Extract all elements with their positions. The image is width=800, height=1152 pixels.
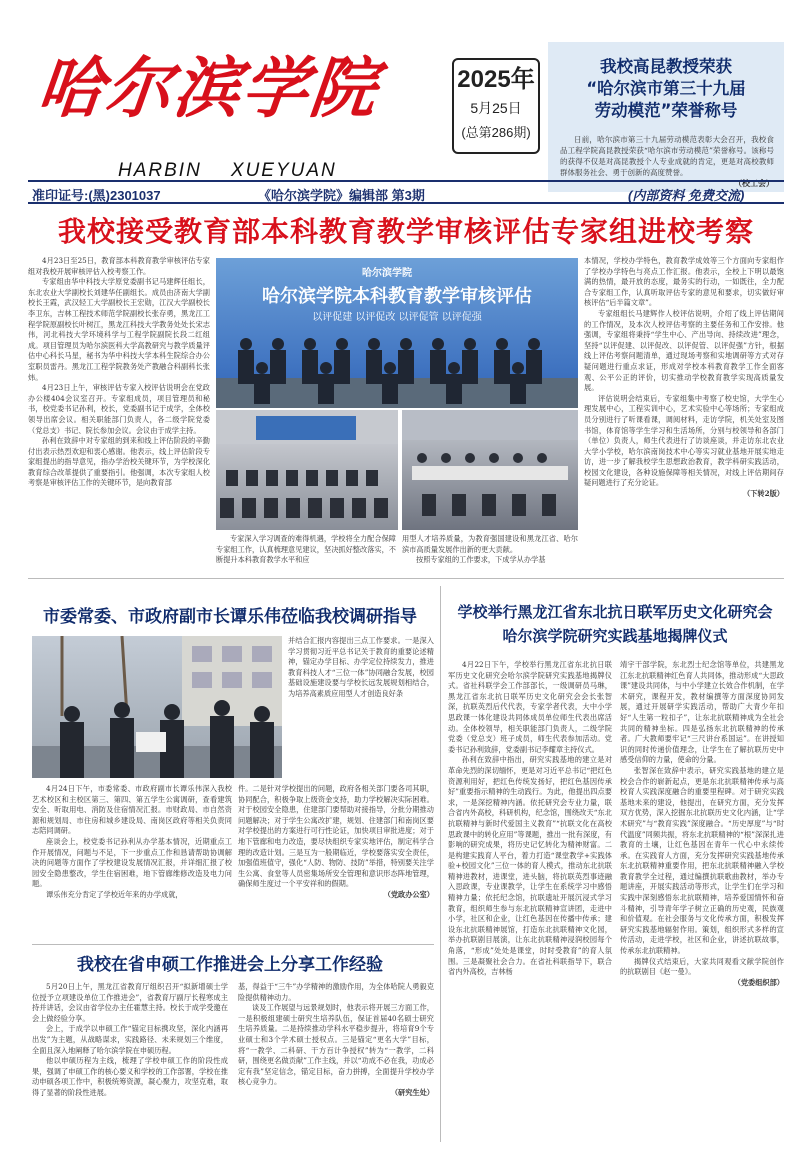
date-year: 2025年: [457, 66, 535, 93]
top-news-title-line3: 劳动模范”荣誉称号: [594, 101, 738, 120]
photo-inspection-shapes: [32, 636, 282, 778]
article4-title-line1: 学校举行黑龙江省东北抗日联军历史文化研究会: [457, 603, 773, 621]
top-news-box: [548, 42, 784, 192]
top-news-body: 日前，哈尔滨市第三十九届劳动模范表彰大会召开，我校食品工程学院高昆教授荣获“哈尔滨市劳动模范”荣誉称号。该称号的获得不仅是对高昆教授个人专业成就的肯定，更是对高校教师群体服务社会、勇于创新的高度赞誉。 （校工会）: [560, 135, 774, 188]
masthead-pinyin: HARBIN XUEYUAN: [118, 160, 337, 181]
article1-col3: 用型人才培养质量，为教育强国建设和黑龙江省、哈尔滨市高质量发展作出新的更大贡献。 按照专家组的工作要求，下成学从办学基: [402, 534, 578, 564]
article1-col1: 4月23日至25日，教育部本科教育教学审核评估专家组对我校开展审核评估入校考察工作。 专家组由华中科技大学原党委副书记马建辉任组长，东北农业大学副校长刘建华任副组长。成员由济南大学副校长王霞，武汉轻工大学副校长王宏勋，江汉大学副校长李卫东，吉林工程技术师范学院副校长张存勇，黑龙江工程学院原副校长叶树江，黑龙江科技大学教务处处长宋志伟，河北科技大学环境科学与工程学院副院长段二红组成。项目管理员为哈尔滨医科大学高教研究与教学质量评估中心科长马星，秘书为华中科技大学本科生院综合办公室职员雷丹。黑龙江工程学院教务处产教融合科副科长张炜。 4月23日上午，审核评估专家入校评估说明会在党政办公楼404会议室召开。专家组成员，项目管理员和秘书，校党委书记孙利，校长，党委副书记于成学，全体校领导出席会议。相关职能部门负责人，各二级学院党委（党总支）书记、院长参加会议。会议由于成学主持。 孙利在致辞中对专家组的到来和线上评估阶段的辛勤付出表示热烈欢迎和衷心感谢。他表示，线上评估阶段专家组提出的指导意见，指办学治校关键环节，为学校深化教育综合改革提供了重要指引。他强调，本次专家组人校考察是审核评估工作的关键环节，是向教育部: [28, 256, 210, 488]
photo-inspection: [32, 636, 282, 778]
article2-org: （党政办公室）: [383, 889, 434, 899]
article4-title-line2: 哈尔滨学院研究实践基地揭牌仪式: [502, 627, 728, 645]
article2-col-right-top: 并结合汇报内容提出三点工作要求。一是深入学习贯彻习近平总书记关于教育的重要论述精神，锚定办学目标、办学定位持续发力，推进教育科技人才“三位一体”协同融合发展，校园基础设施建设要与学校长远发展规划相结合，为培养高素质应用型人才创造良好条: [288, 636, 434, 698]
article4-col-right: 靖宇干部学院，东北烈士纪念馆等单位，共建黑龙江东北抗联精神红色育人共同体，推动形成“大思政课”建设共同体，与中小学建立长效合作机制，在学术研究，课程开发，教材编撰等方面深度协同发展，通过开展研学实践活动，帮助广大青少年扣好“人生第一粒扣子”，让东北抗联精神成为全社会共同的精神坐标。四是弘扬东北抗联精神的传承者。广大教师要牢记“三尺讲台系国运”。在讲授知识的同时传递价值理念，让学生在了解抗联历史中感受信仰的力量，使命的分量。 张智深在致辞中表示，研究实践基地的建立是校会合作的崭新起点，更是东北抗联精神传承与高校育人实践深度融合的重要里程碑。对于研究实践基地未来的建设，他提出，在研究方面，充分发挥双方优势，深入挖掘东北抗联历史文化内涵，让“学术研究”与“教育实践”深度融合。“历史厚度”与“时代温度”同频共振，将东北抗联精神的“根”深深扎进教育的土壤，让红色基因在青年一代心中永续传承。在实践育人方面，充分发挥研究实践基地传承东北抗联精神重要作用，把东北抗联精神融入学校教育教学全过程，通过编撰抗联歌曲教材，举办专题讲座，开展实践活动等形式，让学生们在学习和实践中深刻感悟东北抗联精神，培养爱国情怀和奋斗精神，引导青年学子树立正确的历史观，民族观和价值观。在社会服务与文化传承方面，积极发挥研究实践基地辐射作用。策划，组织形式多样的宣传活动，走进学校，社区和企业，讲述抗联故事，传承东北抗联精神。 揭牌仪式结束后，大家共同观看文献学院创作的抗联剧目《赵一曼》。 （党委组织部）: [620, 660, 784, 987]
divider-left-section: [32, 944, 434, 945]
article3-col-left: 5月20日上午，黑龙江省教育厅组织召开“拟新增硕士学位授予立项建设单位工作推进会”，省教育厅副厅长程寒成主持并讲话，会议由省学位办主任霍慧主持。校长于成学受邀在会上做经验分享。 会上，于成学以申硕工作“锚定目标携攻坚，深化内涵再出发”为主题，从战略谋求，实践路径、未来规划三个维度，全面且深入地阐释了哈尔滨学院在申硕历程。 他以申硕历程为主线，梳理了学校申硕工作的阶段性成果，强调了申硕工作的核心要义和学校的工作部署，学校在推动申硕各项工作中，积极统筹资源，凝心聚力，攻坚克难，取得了显著的阶段性进展。: [32, 982, 228, 1097]
top-news-org: （校工会）: [734, 178, 774, 188]
top-news-title-line2: “哈尔滨市第三十九届: [586, 79, 746, 98]
article3-title: 我校在省申硕工作推进会上分享工作经验: [77, 955, 383, 975]
article3-org: （研究生处）: [390, 1087, 434, 1097]
photo-people: [216, 324, 578, 408]
issue-number: (总第286期): [461, 125, 531, 140]
photo-conference: [402, 410, 578, 530]
photo-conference-shapes: [402, 410, 578, 530]
article1-col4: 本情况，学校办学特色，教育教学成效等三个方面向专家组作了学校办学特色与亮点工作汇报。他表示，全校上下明以最饱满的热情，最开放的态度，最务实的行动，一如既往，全力配合专家组工作，认真听取评估专家的意见和要求，切实做好审核评估“后半篇文章”。 专家组组长马建辉作人校评估说明，介绍了线上评估期间的工作情况，及本次人校评估考察的主要任务和工作安排。他强调，专家组将秉持“学生中心、产出导向、持续改进”理念，坚持“以评促建、以评促改、以评促管、以评促强”方针，根据线上评估考察问题清单，通过现场考察和实地调研等方式对存疑问题进行重点求证，形成对学校本科教育教学工作全面客观、公平公正的评价，切实推动学校教育教学实现高质量发展。 评估说明会结束后，专家组集中考察了校史馆，大学生心理发展中心，工程实训中心，艺术实验中心等场所；专家组成员分别进行了听课看课，调阅材料，走访学院，机关处室及图书馆，体育馆等学生学习和生活场所，分别与校领导和各部门（单位）负责人，师生代表进行了访谈座谈，并走访东北农业大学小学校，哈尔滨南岗技术中心等实习就业基地开展实地走访，进一步了解我校学生思想政治教育，教学科研实践活动，校园文化建设，各种设施保障等相关情况，对线上评估期间存疑问题进行了充分论证。 （下转2版）: [584, 256, 784, 499]
date-box: [452, 58, 540, 154]
article4-col-left: 4月22日下午，学校举行黑龙江省东北抗日联军历史文化研究会哈尔滨学院研究实践基地揭牌仪式。省社科联学会工作部部长，一级调研员马琳，黑龙江省东北抗日联军历史文化研究会会长张智深，抗联英烈后代代表，专家学者代表，大中小学思政课一体化建设共同体成员单位师生代表出席活动。全体校领导，相关职能部门负责人，二级学院党委（党总支）班子成员，师生代表参加活动。党委书记孙利致辞，党委副书记李耀章主持仪式。 孙利在致辞中指出，研究实践基地的建立是对革命先烈的深切缅怀，更是对习近平总书记“把红色资源利用好，把红色传统发扬好，把红色基因传承好”重要指示精神的生动践行。为此，他提出四点要求，一是深挖精神内涵。依托研究会专业力量，联合省内外高校，科研机构，纪念馆，围绕改天“东北抗联精神与新时代爱国主义教育”“抗联文化在高校思政课中的转化应用”等课题，推出一批有深度，有影响的研究成果，将历史记忆转化为精神财富。二是构建实践育人平台，着力打造“课堂教学+实践体验+校园文化”三位一体的育人模式，推动东北抗联精神进教材，进课堂，进头脑，将抗联英烈事迹融入思政课，专业课教学，让学生在系统学习中感悟精神力量；依托纪念馆，抗联遗址开展沉浸式学习教育，组织师生参与东北抗联精神宣讲团，走进中小学，社区和企业，让红色基因在传播中传承；建设东北抗联精神展馆，打造东北抗联精神文化园，举办抗联剧目展演，让东北抗联精神浸润校园每个角落，“形成”处处是课堂，时时受教育”的育人氛围。三是凝聚社会合力。在省社科联指导下，联合省内外高校，吉林杨: [448, 660, 612, 977]
divider-vertical: [440, 586, 441, 1142]
article4-org: （党委组织部）: [733, 977, 784, 987]
photo-banner-logo: 哈尔滨学院: [362, 268, 412, 279]
print-cert: 准印证号:(黑)2301037: [32, 188, 161, 203]
photo-meeting-room: [216, 410, 398, 530]
top-news-title: [548, 42, 784, 122]
article2-col-left: 4月24日下午，市委常委、市政府副市长谭乐伟深入我校艺术校区和主校区第三、第四、第五学生公寓调研，查看建筑安全、听取用电、消防及住宿情况汇报。市财政局、市自然资源和规划局、市住房和城乡建设局、南岗区政府等相关负责同志陪同调研。 座谈会上，校党委书记孙利从办学基本情况，近期重点工作开展情况，问题与不足，下一步重点工作和恳请帮助协调解决的问题等方面作了学校建设发展情况汇报，并详细汇报了校园安全隐患整改，学生住宿困难，地下管廊维修改造及电力问题。 谭乐伟充分肯定了学校近年来的办学成就，: [32, 784, 232, 899]
masthead-pinyin-wrap: [28, 42, 448, 181]
photo-banner-title: 哈尔滨学院本科教育教学审核评估: [262, 286, 532, 307]
article1-col2: 专家深入学习调查的难得机遇，学校将全力配合保障专家组工作，认真梳理意见建议，坚决抓好整改落实，不断提升本科教育教学水平和应: [216, 534, 396, 564]
article3-col-right: 基，得益于“三牛”办学精神的激励作用，为全体哈院人勇毅克险提供精神动力。 谈及工作展望与远景规划时，他表示将开展三方面工作，一是积极组建硕士研究生培养队伍，保证首届40名硕士研究生培养质量。二是持续推动学科水平稳步提升，将培育9个专业硕士和3个学术硕士授权点。三是锚定“更名大学”目标，将“一教学、二科研、干方百计争授权”转为“一教学，二科研，围绕更名做贡献”工作主线，并以“功成不必在我，功成必定有我”坚定信念，锚定目标，奋力拼搏，全面提升学校办学核心竞争力。 （研究生处）: [238, 982, 434, 1097]
article4-title: [446, 600, 784, 648]
photo-main-group: [216, 258, 578, 408]
free-note: (内部资料 免费交流): [628, 188, 745, 203]
photo-meeting-room-shapes: [216, 410, 398, 530]
divider-horizontal: [28, 578, 784, 579]
article2-col-right: 件。二是针对学校提出的问题，政府各相关部门要各司其职，协同配合，积极争取上级资金支持，助力学校解决实际困难。对于校园安全隐患，住建部门要帮助对接指导，分批分期推动问题解决；对于学生公寓改扩建，规划、住建部门和南岗区要对学校提出的方案进行可行性论证，加快项目审批进度；对于地下管廊和电力改造，要尽快组织专家实地评估，制定科学合理的改造计划。三是互为一般期临近，学校要落实安全责任，加强值班值守，强化“人防、物防、技防”举措，特别要关注学生公寓、食堂等人员密集场所安全管理和意识形态阵地管理，确保师生度过一个平安祥和的假期。 （党政办公室）: [238, 784, 434, 899]
main-headline: 我校接受教育部本科教育教学审核评估专家组进校考察: [57, 215, 754, 248]
article1-continued: （下转2版）: [743, 489, 784, 499]
top-news-title-line1: 我校高昆教授荣获: [600, 57, 732, 76]
article2-title: 市委常委、市政府副市长谭乐伟莅临我校调研指导: [43, 607, 417, 627]
masthead-title: 哈尔滨学院: [33, 49, 383, 127]
date-month-day: 5月25日: [470, 100, 522, 116]
editor-line: 《哈尔滨学院》编辑部 第3期: [258, 188, 425, 203]
info-bar: [28, 180, 784, 204]
photo-banner-slogan: 以评促建 以评促改 以评促管 以评促强: [312, 312, 482, 323]
